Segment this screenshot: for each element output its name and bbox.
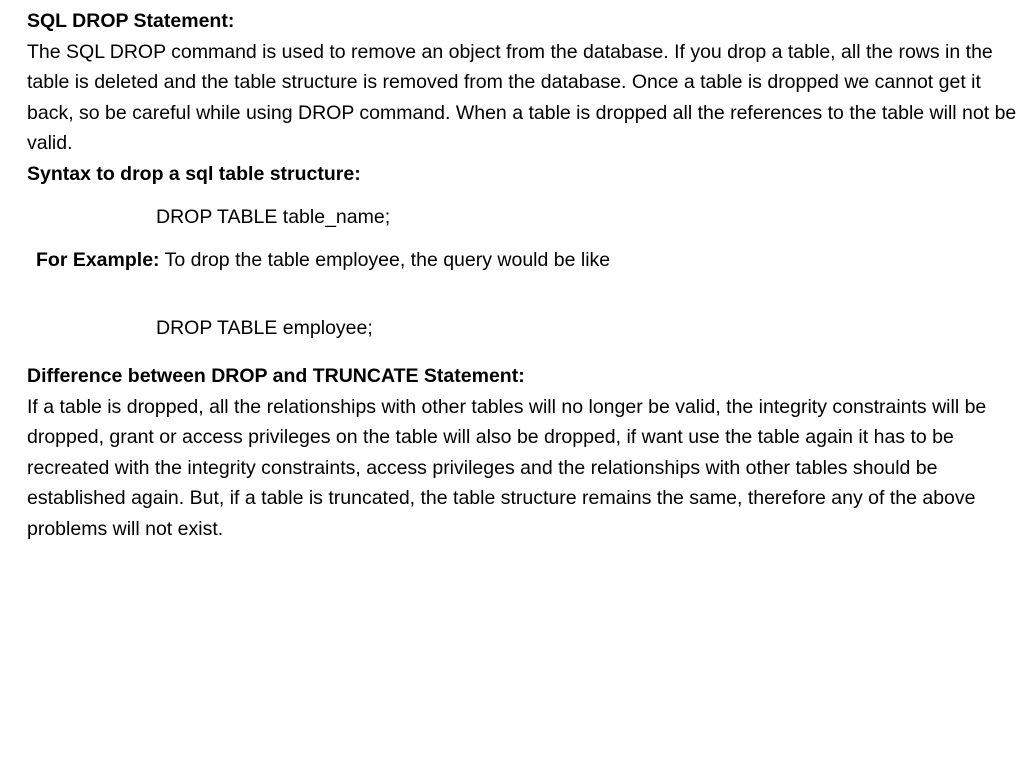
difference-heading: Difference between DROP and TRUNCATE Statement: <box>27 365 525 387</box>
example-line <box>36 245 610 275</box>
drop-statement-description: The SQL DROP command is used to remove an object from the database. If you drop a table, all the rows in the table is deleted and the table structure is removed from the database. Once a table is dropped we cannot get it back, so be careful while using DROP command. When a table is dropped all the references to the table will not be valid. <box>27 40 1017 154</box>
drop-statement-heading: SQL DROP Statement: <box>27 10 235 32</box>
syntax-code-line: DROP TABLE table_name; <box>156 206 391 228</box>
difference-section <box>27 361 1017 544</box>
example-code-line: DROP TABLE employee; <box>156 317 373 339</box>
syntax-heading: Syntax to drop a sql table structure: <box>27 162 361 185</box>
example-text: To drop the table employee, the query would be like <box>159 249 611 271</box>
example-label: For Example: <box>36 249 160 271</box>
drop-statement-section <box>27 6 1017 189</box>
difference-description: If a table is dropped, all the relationships with other tables will no longer be valid, the integrity constraints will be dropped, grant or access privileges on the table will also be dropped, if want use the table again it has to be recreated with the integrity constraints, access privileges and the relationships with other tables should be established again. But, if a table is truncated, the table structure remains the same, therefore any of the above problems will not exist. <box>27 395 987 540</box>
